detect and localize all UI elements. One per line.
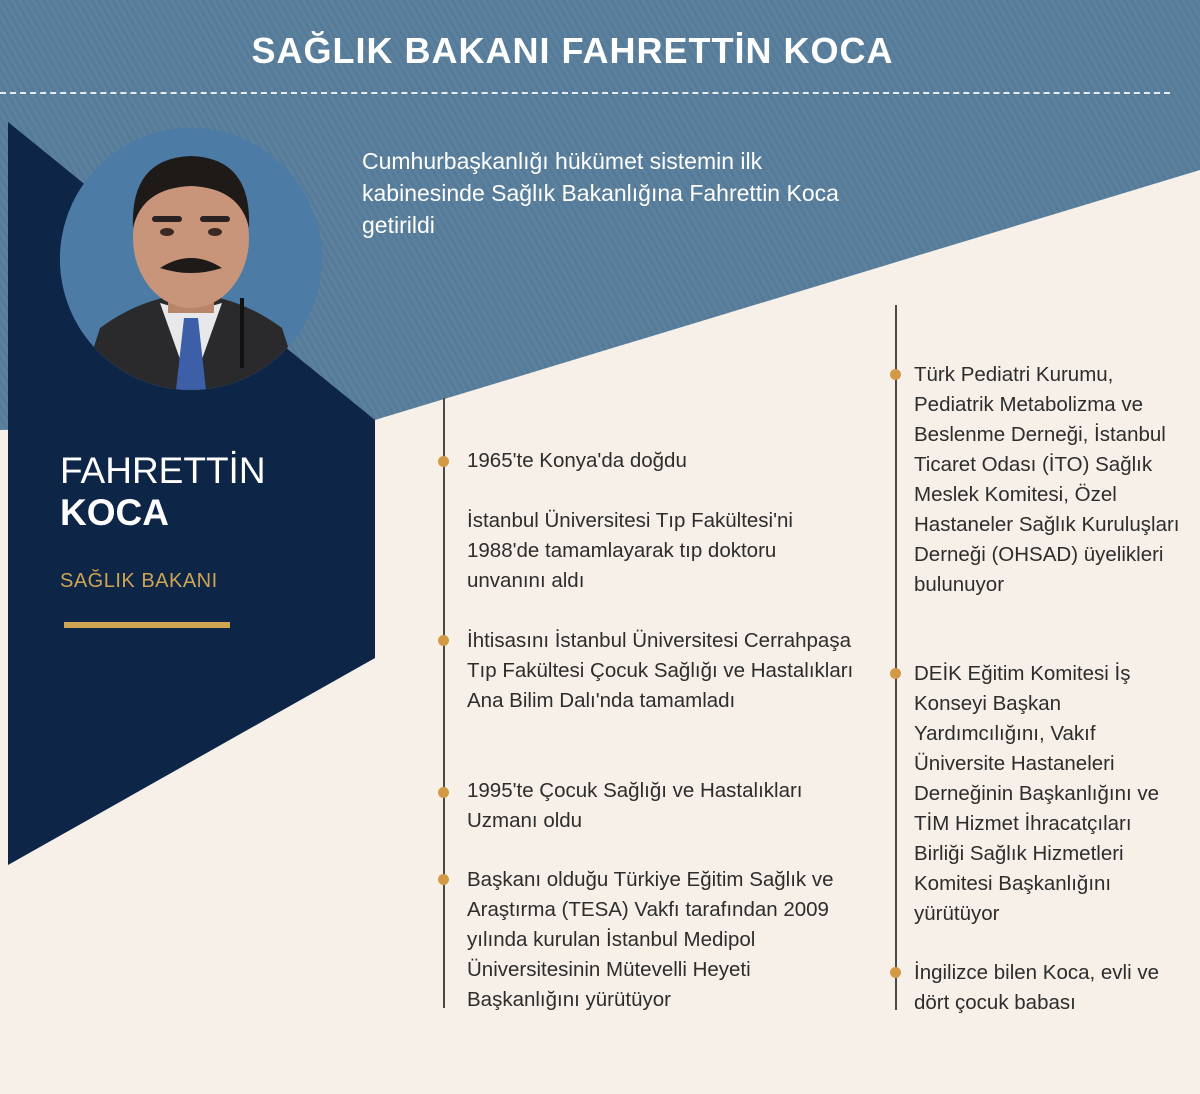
timeline-line-left bbox=[443, 398, 445, 1008]
page-title: SAĞLIK BAKANI FAHRETTİN KOCA bbox=[251, 30, 894, 71]
intro-text: Cumhurbaşkanlığı hükümet sistemin ilk kabinesinde Sağlık Bakanlığına Fahrettin Koca getirildi bbox=[362, 148, 839, 238]
first-name: FAHRETTİN bbox=[60, 450, 266, 491]
timeline-dot bbox=[438, 456, 449, 467]
timeline-dot bbox=[438, 635, 449, 646]
timeline-item: DEİK Eğitim Komitesi İş Konseyi Başkan Yardımcılığını, Vakıf Üniversite Hastaneleri Derneğinin Başkanlığını ve TİM Hizmet İhracatçıları Birliği Sağlık Hizmetleri Komitesi Başkanlığını yürütüyor bbox=[914, 662, 1160, 925]
profile-role: SAĞLIK BAKANI bbox=[60, 570, 218, 592]
timeline-item: Türk Pediatri Kurumu, Pediatrik Metabolizma ve Beslenme Derneği, İstanbul Ticaret Odası (İTO) Sağlık Meslek Komitesi, Özel Hastaneler Sağlık Kuruluşları Derneği (OHSAD) üyelikleri bulunuyor bbox=[914, 363, 1180, 596]
timeline-item: 1965'te Konya'da doğdu bbox=[467, 449, 687, 472]
timeline-dot bbox=[890, 369, 901, 380]
timeline-dot bbox=[438, 874, 449, 885]
timeline-dot bbox=[438, 787, 449, 798]
timeline-item: İngilizce bilen Koca, evli ve dört çocuk babası bbox=[914, 961, 1159, 1014]
timeline-dot bbox=[890, 967, 901, 978]
timeline-item: Başkanı olduğu Türkiye Eğitim Sağlık ve Araştırma (TESA) Vakfı tarafından 2009 yılında kurulan İstanbul Medipol Üniversitesinin Mütevelli Heyeti Başkanlığını yürütüyor bbox=[467, 868, 834, 1011]
title-divider bbox=[0, 92, 1170, 94]
timeline-item: İstanbul Üniversitesi Tıp Fakültesi'ni 1988'de tamamlayarak tıp doktoru unvanını aldı bbox=[467, 509, 793, 592]
timeline-item: 1995'te Çocuk Sağlığı ve Hastalıkları Uzmanı oldu bbox=[467, 779, 803, 832]
role-underline bbox=[64, 622, 230, 628]
timeline-item: İhtisasını İstanbul Üniversitesi Cerrahpaşa Tıp Fakültesi Çocuk Sağlığı ve Hastalıkları Ana Bilim Dalı'nda tamamladı bbox=[467, 629, 854, 712]
timeline-dot bbox=[890, 668, 901, 679]
portrait-illustration bbox=[60, 128, 322, 390]
last-name: KOCA bbox=[60, 492, 169, 533]
profile-name bbox=[60, 450, 266, 534]
timeline-line-right bbox=[895, 305, 897, 1010]
avatar bbox=[60, 128, 322, 390]
